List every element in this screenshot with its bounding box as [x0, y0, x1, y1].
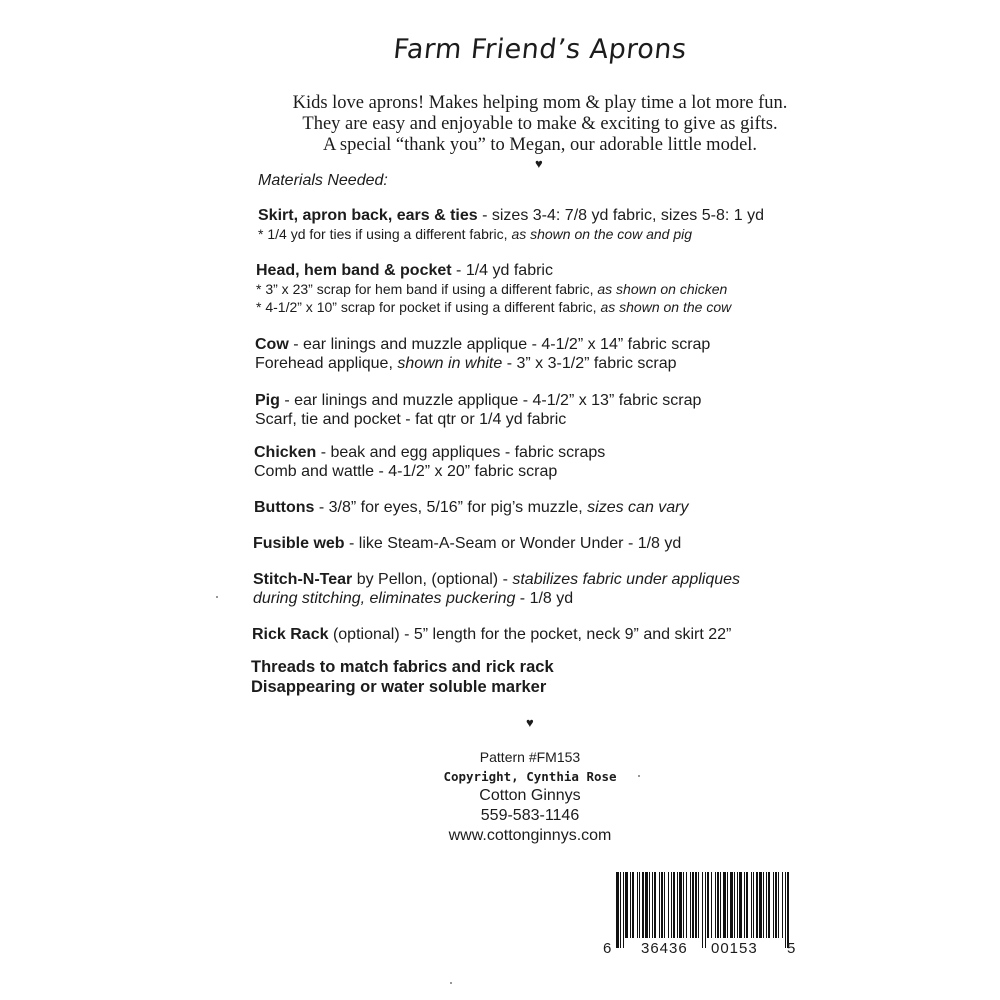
barcode-digit: 6 — [603, 940, 613, 957]
pattern-number: Pattern #FM153 — [479, 749, 581, 765]
intro-line: Kids love aprons! Makes helping mom & play time a lot more fun. — [292, 93, 788, 113]
barcode-bar — [763, 872, 764, 938]
material-rickrack — [252, 625, 731, 644]
barcode-bar — [715, 872, 716, 938]
barcode-bar — [707, 872, 709, 938]
material-text: Comb and wattle - 4-1/2” x 20” fabric scrap — [254, 463, 558, 480]
barcode-bar — [739, 872, 742, 938]
barcode-bar — [775, 872, 777, 938]
website: www.cottonginnys.com — [448, 827, 612, 844]
material-pig — [255, 391, 701, 429]
material-text: - ear linings and muzzle applique - 4-1/2” x 13” fabric scrap — [279, 392, 702, 409]
barcode-bar — [692, 872, 694, 938]
material-head — [256, 261, 731, 316]
barcode-bar — [737, 872, 738, 938]
barcode-bar — [766, 872, 767, 938]
barcode-bar — [630, 872, 631, 938]
barcode-bar — [778, 872, 779, 938]
barcode-bar — [746, 872, 748, 938]
barcode-bar — [787, 872, 789, 948]
barcode-bar — [668, 872, 669, 938]
barcode-bar — [698, 872, 699, 938]
materials-heading: Materials Needed: — [258, 172, 388, 189]
extra-line: Threads to match fabrics and rick rack — [251, 658, 554, 676]
intro-line: A special “thank you” to Megan, our adorable little model. — [322, 135, 758, 155]
material-text: - 1/4 yd fabric — [451, 262, 553, 279]
barcode-bar — [673, 872, 675, 938]
barcode-bar — [677, 872, 678, 938]
material-skirt — [258, 206, 764, 243]
material-label: Chicken — [254, 444, 317, 461]
barcode-bar — [690, 872, 691, 938]
material-stitch — [253, 570, 740, 608]
material-text: (optional) - 5” length for the pocket, neck 9” and skirt 22” — [328, 626, 732, 643]
material-label: Rick Rack — [252, 626, 329, 643]
material-note-italic: as shown on chicken — [597, 281, 728, 297]
barcode-bar — [702, 872, 703, 948]
barcode-bar — [753, 872, 754, 938]
material-text: Forehead applique, — [255, 355, 398, 372]
material-text-italic: shown in white — [397, 355, 503, 372]
barcode-digit: 5 — [787, 940, 797, 957]
barcode-bar — [683, 872, 684, 938]
heart-icon: ♥ — [535, 156, 543, 171]
barcode-bar — [751, 872, 752, 938]
barcode-bar — [620, 872, 621, 948]
barcode-bar — [705, 872, 706, 948]
barcode-bar — [723, 872, 726, 938]
barcode — [602, 868, 802, 962]
barcode-bar — [711, 872, 712, 938]
copyright: Copyright, Cynthia Rose — [443, 769, 617, 784]
material-text: - 3” x 3-1/2” fabric scrap — [502, 355, 677, 372]
material-text-italic: stabilizes fabric under appliques — [512, 571, 741, 588]
barcode-bar — [785, 872, 786, 948]
material-text: - like Steam-A-Seam or Wonder Under - 1/8 yd — [344, 535, 682, 552]
material-label: Buttons — [254, 499, 315, 516]
barcode-bar — [616, 872, 619, 948]
barcode-bar — [727, 872, 728, 938]
barcode-bar — [720, 872, 721, 938]
material-note-italic: as shown on the cow — [600, 299, 732, 315]
material-text: - sizes 3-4: 7/8 yd fabric, sizes 5-8: 1 yd — [477, 207, 764, 224]
barcode-digit-group: 36436 — [641, 940, 688, 957]
barcode-bar — [759, 872, 762, 938]
scan-speck — [216, 596, 218, 598]
material-cow — [255, 335, 710, 373]
scan-speck — [638, 775, 640, 777]
material-label: Pig — [255, 392, 280, 409]
page-title: Farm Friend’s Aprons — [391, 34, 689, 65]
barcode-bar — [649, 872, 650, 938]
material-text: - beak and egg appliques - fabric scraps — [316, 444, 606, 461]
material-label: Head, hem band & pocket — [256, 262, 452, 279]
footer-info — [430, 748, 630, 846]
barcode-bar — [730, 872, 733, 938]
barcode-bar — [671, 872, 672, 938]
material-note: * 3” x 23” scrap for hem band if using a different fabric, — [256, 281, 598, 297]
barcode-bar — [782, 872, 783, 938]
material-label: Fusible web — [253, 535, 345, 552]
barcode-bar — [654, 872, 656, 938]
barcode-bar — [632, 872, 634, 938]
material-label: Stitch-N-Tear — [253, 571, 353, 588]
barcode-bar — [756, 872, 758, 938]
barcode-bar — [695, 872, 697, 938]
extra-supplies — [251, 657, 554, 697]
barcode-bar — [773, 872, 774, 938]
barcode-bar — [664, 872, 665, 938]
material-note-italic: as shown on the cow and pig — [511, 226, 693, 242]
barcode-bar — [679, 872, 682, 938]
material-text: - 3/8” for eyes, 5/16” for pig’s muzzle, — [314, 499, 588, 516]
barcode-bar — [768, 872, 770, 938]
barcode-bar — [659, 872, 660, 938]
barcode-bar — [661, 872, 663, 938]
material-chicken — [254, 443, 605, 481]
barcode-bar — [625, 872, 628, 938]
company-name: Cotton Ginnys — [479, 787, 581, 804]
phone-number: 559-583-1146 — [480, 807, 580, 824]
barcode-bar — [686, 872, 687, 938]
barcode-bar — [642, 872, 644, 938]
material-note: * 1/4 yd for ties if using a different fabric, — [258, 226, 512, 242]
barcode-bar — [652, 872, 653, 938]
scan-speck — [450, 982, 452, 984]
material-buttons — [254, 498, 689, 517]
barcode-bar — [734, 872, 735, 938]
material-text: Scarf, tie and pocket - fat qtr or 1/4 yd fabric — [255, 411, 567, 428]
material-label: Skirt, apron back, ears & ties — [258, 207, 478, 224]
material-text: - ear linings and muzzle applique - 4-1/2” x 14” fabric scrap — [288, 336, 711, 353]
barcode-bar — [623, 872, 624, 948]
material-text-italic: sizes can vary — [587, 499, 689, 516]
barcode-bar — [717, 872, 719, 938]
material-label: Cow — [255, 336, 289, 353]
extra-line: Disappearing or water soluble marker — [251, 678, 547, 696]
barcode-bar — [637, 872, 638, 938]
material-note: * 4-1/2” x 10” scrap for pocket if using a different fabric, — [256, 299, 601, 315]
barcode-bar — [744, 872, 745, 938]
material-text-italic: during stitching, eliminates puckering — [253, 590, 516, 607]
barcode-bars — [602, 868, 802, 948]
material-fusible — [253, 534, 681, 553]
material-text: - 1/8 yd — [515, 590, 574, 607]
barcode-bar — [639, 872, 640, 938]
intro-paragraph — [270, 93, 810, 156]
material-text: by Pellon, (optional) - — [352, 571, 513, 588]
barcode-bar — [645, 872, 648, 938]
barcode-digit-group: 00153 — [711, 940, 758, 957]
heart-icon: ♥ — [526, 715, 534, 730]
intro-line: They are easy and enjoyable to make & exciting to give as gifts. — [302, 114, 778, 134]
